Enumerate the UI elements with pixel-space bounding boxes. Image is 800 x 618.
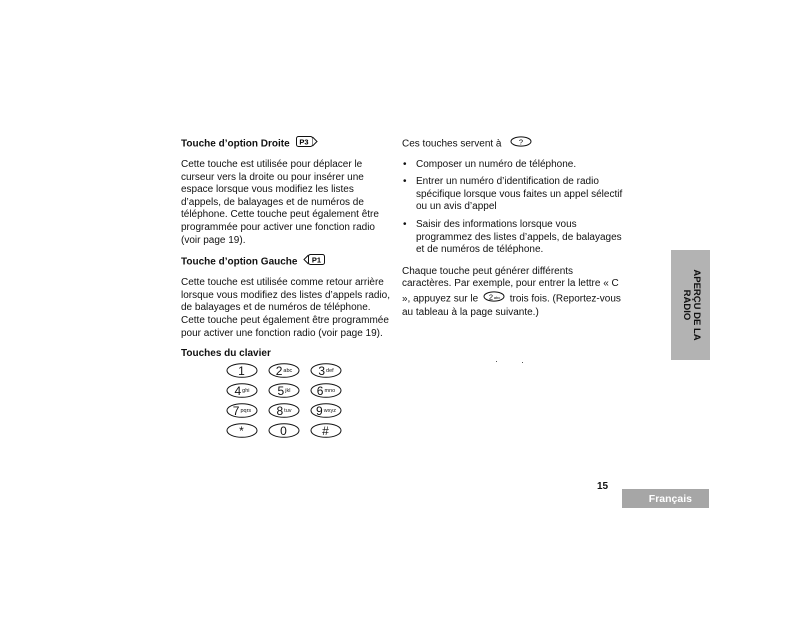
language-tab: Français — [622, 489, 709, 508]
character-generation-paragraph: Chaque touche peut générer différents caractères. Par exemple, pour entrer la lettre « C », appuyez sur le 2 abc trois fois. (Reportez-vous au tableau à la page suivante.) — [402, 265, 621, 318]
key-digit: 9 — [316, 403, 323, 418]
key-2-icon — [483, 291, 505, 307]
right-option-key-icon-label: P3 — [299, 137, 310, 147]
keypad-illustration — [226, 363, 344, 439]
key-letters: def — [326, 367, 334, 374]
left-option-key-description: Cette touche est utilisée comme retour arrière lorsque vous modifiez des listes d’appels radio, de balayages et de numéros de téléphone. Cette touche peut également être programmée pour activer une fonction radio (voir page 19). — [181, 277, 390, 339]
key-hash — [310, 423, 342, 438]
right-option-key-heading — [181, 136, 393, 152]
key-6 — [310, 383, 342, 398]
key-7 — [226, 403, 258, 418]
key-9 — [310, 403, 342, 418]
scan-speck — [522, 362, 523, 363]
left-column — [181, 136, 393, 361]
right-option-key-icon — [296, 136, 318, 152]
key-letters: tuv — [284, 407, 292, 414]
key-letters: jkl — [285, 387, 291, 394]
key-2-icon-letters: abc — [493, 294, 501, 300]
key-digit: 5 — [277, 383, 285, 398]
keys-usage-list — [402, 159, 624, 257]
key-digit: 6 — [316, 383, 324, 398]
section-side-tab-label: APERÇU DE LA RADIO — [680, 269, 702, 341]
keypad-heading: Touches du clavier — [181, 348, 271, 360]
list-item: • Composer un numéro de téléphone. — [403, 158, 577, 170]
key-digit: 4 — [234, 383, 242, 398]
key-2-icon-digit: 2 — [488, 292, 494, 302]
key-digit: * — [239, 423, 244, 438]
key-star — [226, 423, 258, 438]
key-letters: pqrs — [240, 407, 252, 414]
key-letters: ghi — [242, 387, 250, 394]
right-option-key-description: Cette touche est utilisée pour déplacer le curseur vers la droite ou pour insérer une espace lorsque vous modifiez les listes d’appels, de balayages et de numéros de téléphone. Cette touche peut également être programmée pour activer une fonction radio (voir page 19). — [181, 159, 379, 246]
left-option-key-title: Touche d’option Gauche — [181, 256, 298, 268]
scan-speck — [496, 361, 497, 362]
right-option-key-title: Touche d’option Droite — [181, 138, 290, 150]
key-2 — [268, 363, 300, 378]
left-option-key-heading — [181, 254, 393, 270]
section-side-tab — [671, 250, 710, 360]
page-number: 15 — [597, 481, 609, 492]
key-5 — [268, 383, 300, 398]
list-item: • Entrer un numéro d’identification de radio spécifique lorsque vous faites un appel sélectif ou un avis d’appel — [403, 176, 623, 213]
key-digit: 1 — [238, 363, 245, 378]
left-option-key-icon-label: P1 — [312, 255, 322, 265]
right-column — [402, 136, 624, 319]
key-0 — [268, 423, 300, 438]
key-digit: # — [322, 423, 329, 438]
key-1 — [226, 363, 258, 378]
key-3 — [310, 363, 342, 378]
key-digit: 3 — [318, 363, 326, 378]
key-letters: mno — [324, 387, 336, 394]
key-letters: abc — [283, 367, 293, 374]
left-option-key-icon — [303, 254, 325, 270]
keypad-keys-icon — [510, 136, 532, 152]
key-8 — [268, 403, 300, 418]
keys-usage-intro-text: Ces touches servent à — [402, 138, 502, 150]
key-digit: 0 — [280, 423, 287, 438]
keys-usage-intro — [402, 136, 624, 152]
key-digit: 7 — [232, 403, 240, 418]
list-item: • Saisir des informations lorsque vous programmez des listes d’appels, de balayages et de numéros de téléphone. — [403, 218, 622, 256]
key-digit: 2 — [275, 363, 283, 378]
key-4 — [226, 383, 258, 398]
key-digit: 8 — [276, 403, 284, 418]
key-letters: wxyz — [323, 407, 336, 414]
svg-text:?: ? — [519, 137, 524, 147]
